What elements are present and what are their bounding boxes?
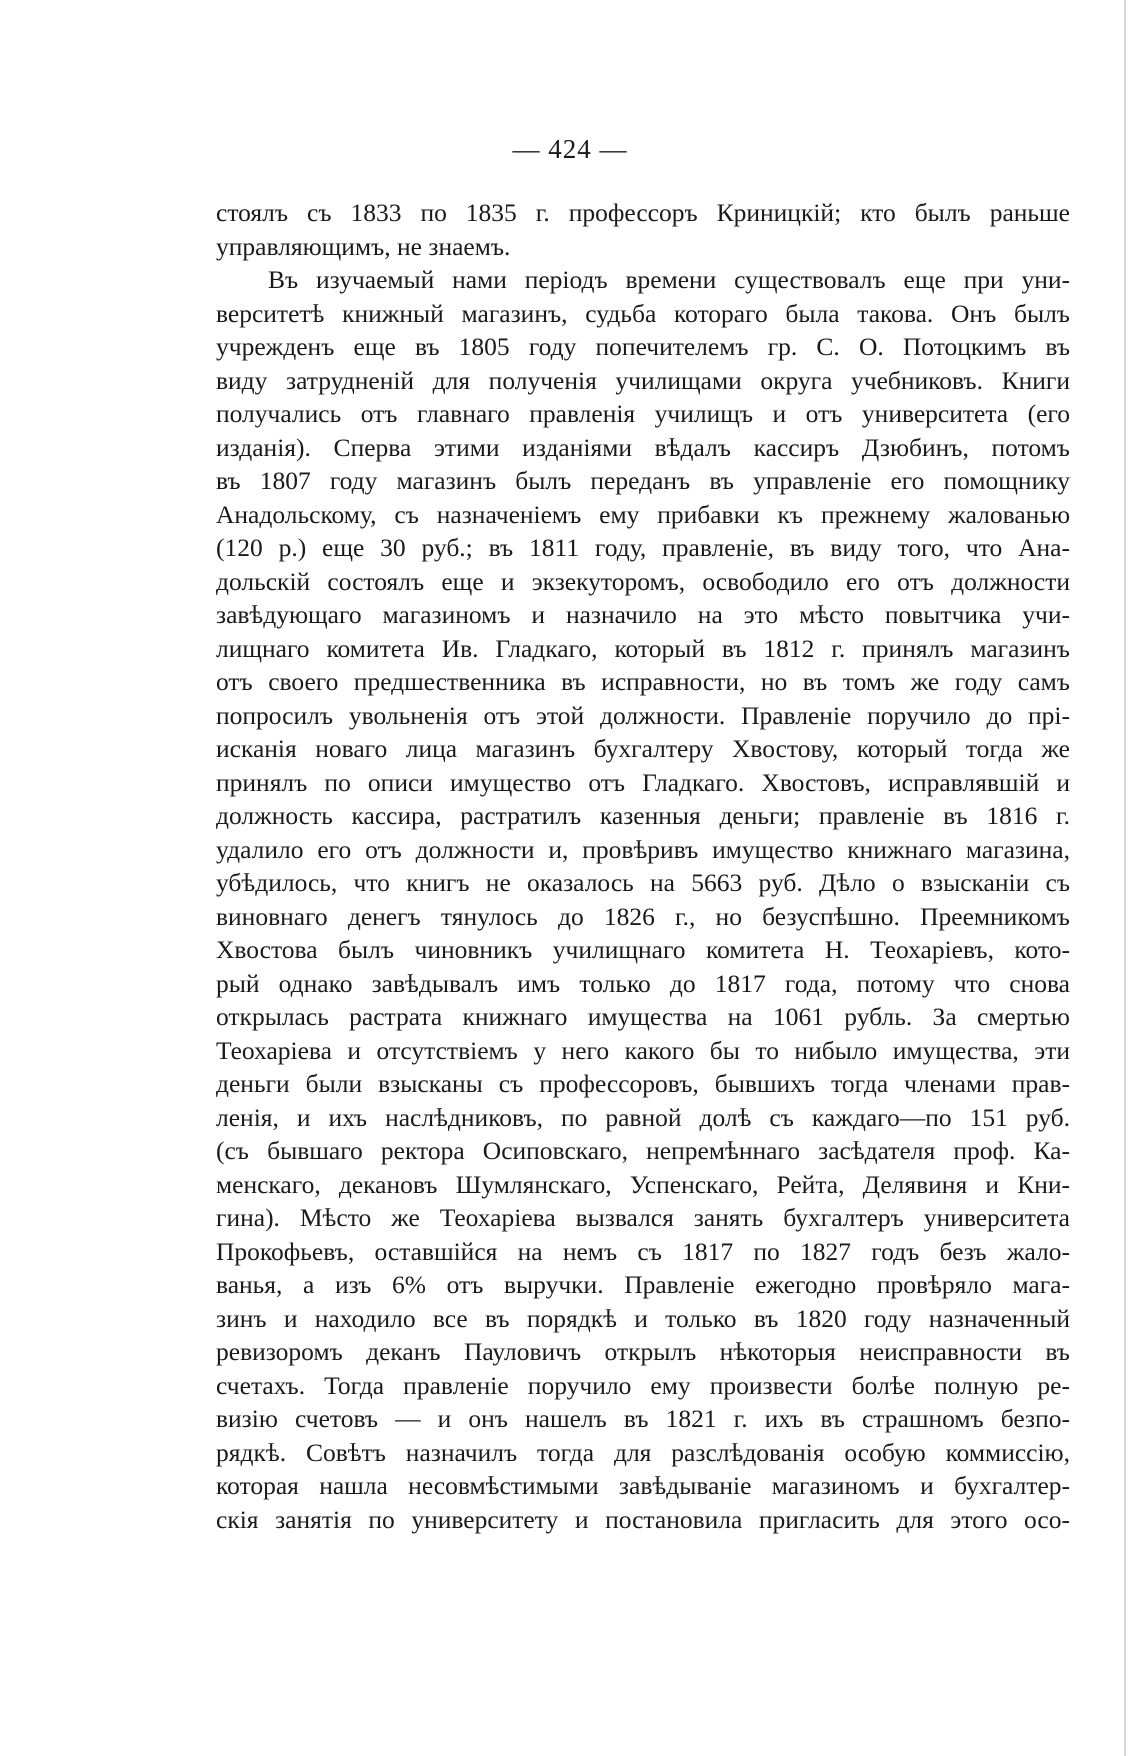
page-number: — 424 —	[512, 134, 628, 164]
text-line: отъ своего предшественника въ исправности, но въ томъ же году самъ	[216, 667, 1070, 696]
text-line: ленія, и ихъ наслѣдниковъ, по равной долѣ съ каждаго—по 151 руб.	[216, 1102, 1070, 1132]
text-line: Въ изучаемый нами періодъ времени существовалъ еще при уни-	[268, 265, 1070, 294]
text-line: получались отъ главнаго правленія училищъ и отъ университета (его	[216, 399, 1070, 428]
text-line: учрежденъ еще въ 1805 году попечителемъ гр. С. О. Потоцкимъ въ	[216, 332, 1070, 361]
text-line: лищнаго комитета Ив. Гладкаго, который въ 1812 г. принялъ магазинъ	[216, 633, 1070, 663]
text-line: убѣдилось, что книгъ не оказалось на 5663 руб. Дѣло о взысканіи съ	[216, 868, 1070, 897]
text-line: попросилъ увольненія отъ этой должности. Правленіе поручило до прі-	[216, 700, 1070, 730]
text-line: скія занятія по университету и постановила пригласить для этого осо-	[216, 1504, 1070, 1534]
text-line: удалило его отъ должности и, провѣривъ имущество книжнаго магазина,	[216, 834, 1070, 864]
text-line: верситетѣ книжный магазинъ, судьба котораго была такова. Онъ былъ	[216, 298, 1070, 328]
text-line: дольскій состоялъ еще и экзекуторомъ, освободило его отъ должности	[216, 566, 1070, 596]
text-line: изданія). Сперва этими изданіями вѣдалъ кассиръ Дзюбинъ, потомъ	[216, 432, 1070, 462]
text-line: въ 1807 году магазинъ былъ переданъ въ управленіе его помощнику	[216, 466, 1070, 495]
text-line: ванья, а изъ 6% отъ выручки. Правленіе ежегодно провѣряло мага-	[216, 1270, 1070, 1299]
text-line: Хвостова былъ чиновникъ училищнаго комитета Н. Теохаріевъ, кото-	[216, 935, 1070, 964]
text-line: стоялъ съ 1833 по 1835 г. профессоръ Криницкій; кто былъ раньше	[216, 198, 1070, 227]
text-line: (съ бывшаго ректора Осиповскаго, непремѣннаго засѣдателя проф. Ка-	[216, 1136, 1070, 1165]
text-line: деньги были взысканы съ профессоровъ, бывшихъ тогда членами прав-	[216, 1069, 1070, 1098]
text-line: менскаго, декановъ Шумлянскаго, Успенскаго, Рейта, Делявиня и Кни-	[216, 1169, 1070, 1199]
text-line: (120 р.) еще 30 руб.; въ 1811 году, правленіе, въ виду того, что Ана-	[216, 533, 1070, 562]
scan-edge-line	[1124, 0, 1126, 1756]
text-line: гина). Мѣсто же Теохаріева вызвался занять бухгалтеръ университета	[216, 1203, 1070, 1232]
text-line: ревизоромъ деканъ Пауловичъ открылъ нѣкоторыя неисправности въ	[216, 1337, 1070, 1366]
text-line: управляющимъ, не знаемъ.	[216, 231, 511, 261]
text-line: Теохаріева и отсутствіемъ у него какого бы то нибыло имущества, эти	[216, 1035, 1070, 1065]
text-line: зинъ и находило все въ порядкѣ и только въ 1820 году назначенный	[216, 1303, 1070, 1333]
text-line: виду затрудненій для полученія училищами округа учебниковъ. Книги	[216, 365, 1070, 395]
text-line: счетахъ. Тогда правленіе поручило ему произвести болѣе полную ре-	[216, 1370, 1070, 1400]
text-line: Анадольскому, съ назначеніемъ ему прибавки къ прежнему жалованью	[216, 499, 1070, 529]
text-line: открылась растрата книжнаго имущества на 1061 рубль. За смертью	[216, 1002, 1070, 1031]
text-line: виновнаго денегъ тянулось до 1826 г., но безуспѣшно. Преемникомъ	[216, 901, 1070, 931]
text-line: Прокофьевъ, оставшійся на немъ съ 1817 по 1827 годъ безъ жало-	[216, 1236, 1070, 1266]
text-line: исканія новаго лица магазинъ бухгалтеру Хвостову, который тогда же	[216, 734, 1070, 763]
body-text	[216, 196, 1070, 1536]
text-line: должность кассира, растратилъ казенныя деньги; правленіе въ 1816 г.	[216, 801, 1070, 830]
text-line: завѣдующаго магазиномъ и назначило на это мѣсто повытчика учи-	[216, 600, 1070, 629]
text-line: которая нашла несовмѣстимыми завѣдываніе магазиномъ и бухгалтер-	[216, 1471, 1070, 1500]
text-line: рядкѣ. Совѣтъ назначилъ тогда для разслѣдованія особую коммиссію,	[216, 1437, 1070, 1467]
text-line: рый однако завѣдывалъ имъ только до 1817 года, потому что снова	[216, 968, 1070, 998]
text-line: принялъ по описи имущество отъ Гладкаго. Хвостовъ, исправлявшій и	[216, 767, 1070, 797]
text-line: визію счетовъ — и онъ нашелъ въ 1821 г. ихъ въ страшномъ безпо-	[216, 1404, 1070, 1433]
